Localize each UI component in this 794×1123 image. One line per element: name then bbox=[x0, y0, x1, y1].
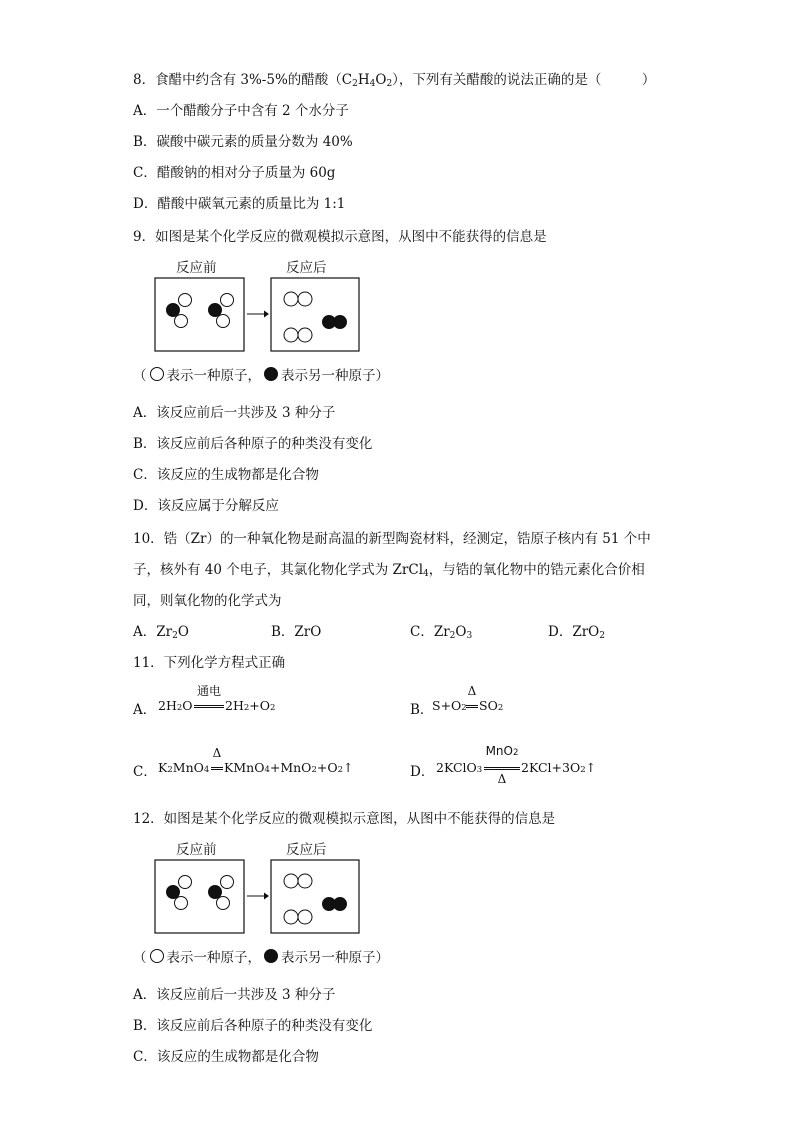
question-11-option-b-label: B． bbox=[410, 702, 434, 718]
after-box bbox=[271, 278, 359, 351]
question-9-option-d: D．该反应属于分解反应 bbox=[133, 498, 279, 514]
question-12-option-b: B．该反应前后各种原子的种类没有变化 bbox=[133, 1018, 373, 1034]
question-9-option-b: B．该反应前后各种原子的种类没有变化 bbox=[133, 436, 373, 452]
white-atom bbox=[298, 910, 312, 924]
white-atom bbox=[298, 328, 312, 342]
equation-c-condition: Δ bbox=[212, 746, 222, 760]
question-9-legend: （ 表示一种原子， 表示另一种原子） bbox=[133, 368, 389, 384]
equation-a-right: 2H2+O2 bbox=[225, 698, 276, 713]
question-8-option-b: B．碳酸中碳元素的质量分数为 40% bbox=[133, 134, 353, 150]
question-11-stem: 11．下列化学方程式正确 bbox=[133, 655, 286, 671]
equation-b-left: S+O2 bbox=[432, 698, 467, 713]
white-atom bbox=[221, 294, 234, 307]
equation-b-equals bbox=[466, 705, 478, 708]
question-10-option-d: D．ZrO$_2$ bbox=[548, 624, 605, 641]
question-10-line-1: 10．锆（Zr）的一种氧化物是耐高温的新型陶瓷材料，经测定，锆原子核内有 51 个中 bbox=[133, 531, 651, 547]
white-atom bbox=[284, 874, 298, 888]
before-label: 反应前 bbox=[176, 260, 217, 276]
question-10-option-b: B．ZrO bbox=[271, 624, 322, 640]
question-11-option-d-label: D． bbox=[410, 764, 435, 780]
arrow-head bbox=[264, 311, 269, 318]
question-8-option-a: A．一个醋酸分子中含有 2 个水分子 bbox=[133, 103, 349, 119]
question-11-option-a-label: A． bbox=[133, 702, 157, 718]
equation-c-left: K2MnO4 bbox=[158, 760, 210, 775]
question-12-stem: 12．如图是某个化学反应的微观模拟示意图，从图中不能获得的信息是 bbox=[133, 811, 556, 827]
equation-c-equals bbox=[211, 767, 223, 770]
white-atom bbox=[284, 292, 298, 306]
black-circle-icon bbox=[264, 949, 278, 963]
after-label: 反应后 bbox=[286, 842, 327, 858]
white-atom bbox=[298, 292, 312, 306]
white-atom bbox=[175, 897, 188, 910]
white-circle-icon bbox=[150, 949, 164, 963]
black-circle-icon bbox=[264, 367, 278, 381]
equation-a-condition: 通电 bbox=[196, 684, 221, 698]
question-10-line-3: 同，则氧化物的化学式为 bbox=[133, 593, 282, 609]
white-atom bbox=[284, 328, 298, 342]
black-atom bbox=[209, 304, 222, 317]
equation-d-right: 2KCl+3O2↑ bbox=[521, 760, 597, 775]
equation-a-left: 2H2O bbox=[158, 698, 193, 713]
arrow-head bbox=[264, 893, 269, 900]
equation-d-left: 2KClO3 bbox=[436, 760, 483, 775]
black-atom bbox=[167, 304, 180, 317]
white-atom bbox=[179, 294, 192, 307]
black-atom bbox=[334, 898, 347, 911]
white-atom bbox=[175, 315, 188, 328]
question-12-option-a: A．该反应前后一共涉及 3 种分子 bbox=[133, 987, 336, 1003]
equation-d-equals bbox=[484, 767, 520, 770]
after-label: 反应后 bbox=[286, 260, 327, 276]
question-12-legend: （ 表示一种原子， 表示另一种原子） bbox=[133, 950, 389, 966]
black-atom bbox=[334, 316, 347, 329]
question-10-option-a: A．$Zr_2O$ bbox=[133, 624, 189, 641]
equation-b-condition: Δ bbox=[467, 684, 477, 698]
before-label: 反应前 bbox=[176, 842, 217, 858]
equation-d-condition-bottom: Δ bbox=[497, 772, 507, 786]
equation-b-right: SO2 bbox=[479, 698, 504, 713]
white-atom bbox=[179, 876, 192, 889]
question-9-option-c: C．该反应的生成物都是化合物 bbox=[133, 467, 319, 483]
black-atom bbox=[167, 886, 180, 899]
reaction-svg bbox=[154, 254, 404, 354]
question-9-reaction-diagram bbox=[154, 254, 404, 354]
question-9-option-a: A．该反应前后一共涉及 3 种分子 bbox=[133, 405, 336, 421]
question-9-stem: 9．如图是某个化学反应的微观模拟示意图，从图中不能获得的信息是 bbox=[133, 229, 547, 245]
white-atom bbox=[284, 910, 298, 924]
question-11-option-c-label: C． bbox=[133, 764, 157, 780]
equation-c-right: KMnO4+MnO2+O2↑ bbox=[224, 760, 354, 775]
white-atom bbox=[217, 315, 230, 328]
after-box bbox=[271, 860, 359, 933]
question-8-stem: 8．食醋中约含有 3%-5%的醋酸$(C_2H_4O_2)$，下列有关醋酸的说法正确的是（ ） bbox=[133, 72, 656, 89]
question-12-option-c: C．该反应的生成物都是化合物 bbox=[133, 1049, 319, 1065]
reaction-svg bbox=[154, 836, 404, 936]
white-atom bbox=[221, 876, 234, 889]
question-10-option-c: C．$Zr_2O_3$ bbox=[410, 624, 473, 641]
question-10-line-2: 子，核外有 40 个电子，其氯化物化学式为 ZrCl$_4$，与锆的氧化物中的锆元素化合价相 bbox=[133, 562, 645, 579]
equation-d-condition-top: MnO2 bbox=[485, 744, 519, 758]
white-atom bbox=[217, 897, 230, 910]
white-atom bbox=[298, 874, 312, 888]
black-atom bbox=[209, 886, 222, 899]
question-8-option-c: C．醋酸钠的相对分子质量为 60g bbox=[133, 165, 336, 181]
equation-a-equals bbox=[194, 705, 224, 708]
question-8-option-d: D．醋酸中碳氧元素的质量比为 1:1 bbox=[133, 196, 346, 212]
question-12-reaction-diagram bbox=[154, 836, 404, 936]
white-circle-icon bbox=[150, 367, 164, 381]
